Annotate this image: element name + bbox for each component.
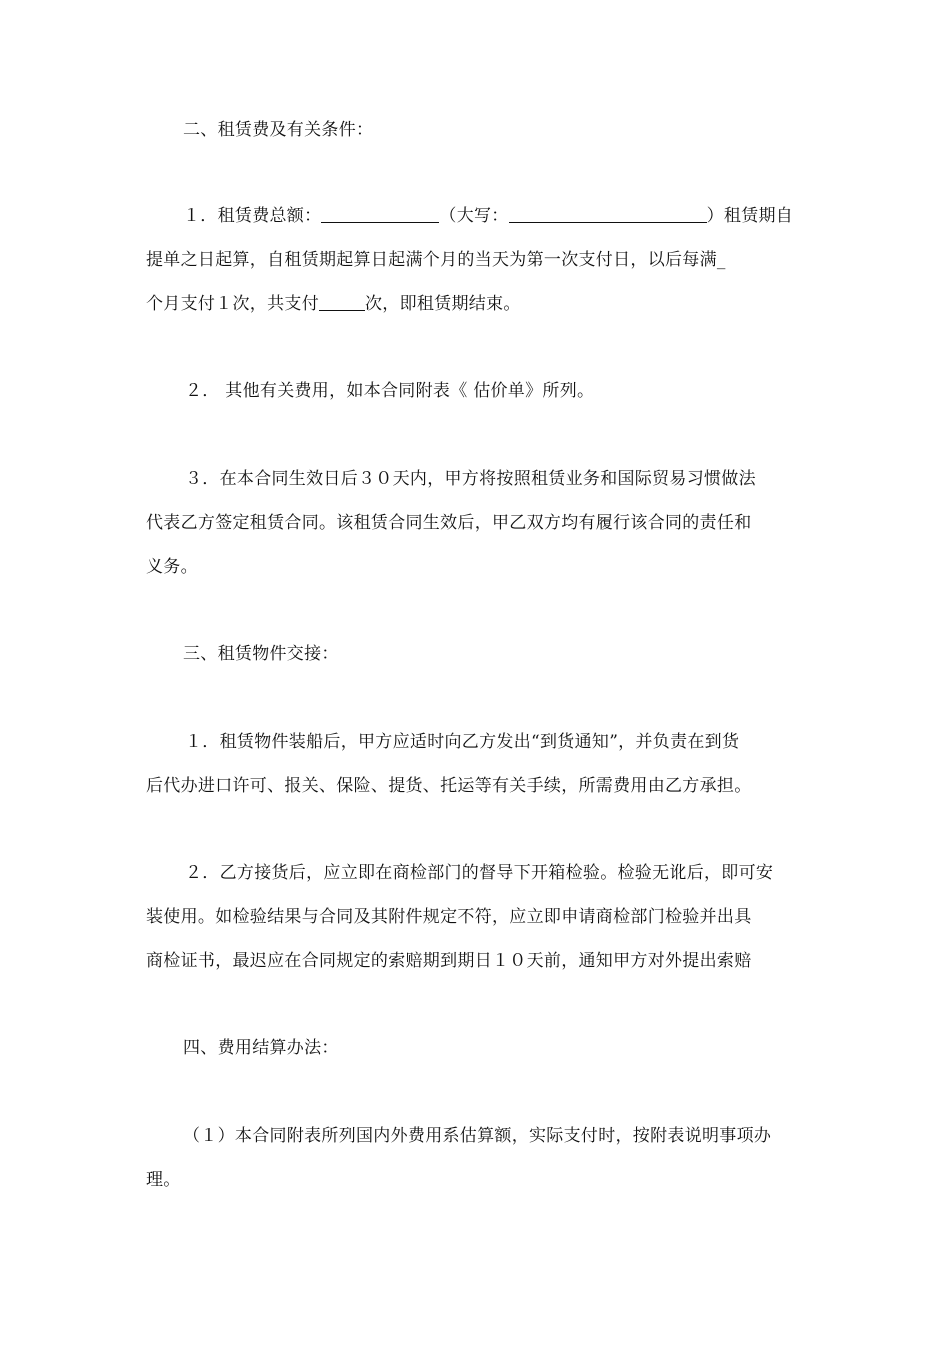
paragraph-line bbox=[146, 292, 521, 316]
blank-payment-count bbox=[319, 292, 365, 311]
paragraph-line: 装使用。如检验结果与合同及其附件规定不符，应立即申请商检部门检验并出具 bbox=[146, 907, 752, 927]
paragraph-line: 理。 bbox=[146, 1170, 181, 1190]
blank-amount-in-words bbox=[509, 204, 707, 223]
text-fragment: 次，即租赁期结束。 bbox=[365, 294, 521, 314]
text-fragment: （大写： bbox=[439, 206, 509, 226]
paragraph-line: （１）本合同附表所列国内外费用系估算额，实际支付时，按附表说明事项办 bbox=[183, 1126, 772, 1146]
blank-total-amount bbox=[321, 204, 439, 223]
paragraph-line bbox=[183, 204, 793, 228]
paragraph-line: 义务。 bbox=[146, 557, 198, 577]
section-heading-settlement: 四、费用结算办法： bbox=[183, 1038, 339, 1058]
paragraph-line: 商检证书，最迟应在合同规定的索赔期到期日１０天前，通知甲方对外提出索赔 bbox=[146, 951, 752, 971]
paragraph-line: 后代办进口许可、报关、保险、提货、托运等有关手续，所需费用由乙方承担。 bbox=[146, 776, 752, 796]
paragraph-line: 提单之日起算，自租赁期起算日起满个月的当天为第一次支付日，以后每满_ bbox=[146, 250, 726, 270]
text-fragment: 个月支付１次，共支付 bbox=[146, 294, 319, 314]
paragraph-line: ３．在本合同生效日后３０天内，甲方将按照租赁业务和国际贸易习惯做法 bbox=[185, 469, 756, 489]
paragraph-line: 代表乙方签定租赁合同。该租赁合同生效后，甲乙双方均有履行该合同的责任和 bbox=[146, 513, 752, 533]
text-fragment: １．租赁费总额： bbox=[183, 206, 322, 226]
paragraph-line: ２． 其他有关费用，如本合同附表《 估价单》所列。 bbox=[185, 381, 595, 401]
paragraph-line: １．租赁物件装船后，甲方应适时向乙方发出“到货通知”，并负责在到货 bbox=[185, 732, 740, 752]
section-heading-delivery: 三、租赁物件交接： bbox=[183, 644, 339, 664]
paragraph-line: ２．乙方接货后，应立即在商检部门的督导下开箱检验。检验无讹后，即可安 bbox=[185, 863, 774, 883]
text-fragment: ）租赁期自 bbox=[706, 206, 794, 226]
section-heading-rental-fees: 二、租赁费及有关条件： bbox=[183, 120, 374, 140]
